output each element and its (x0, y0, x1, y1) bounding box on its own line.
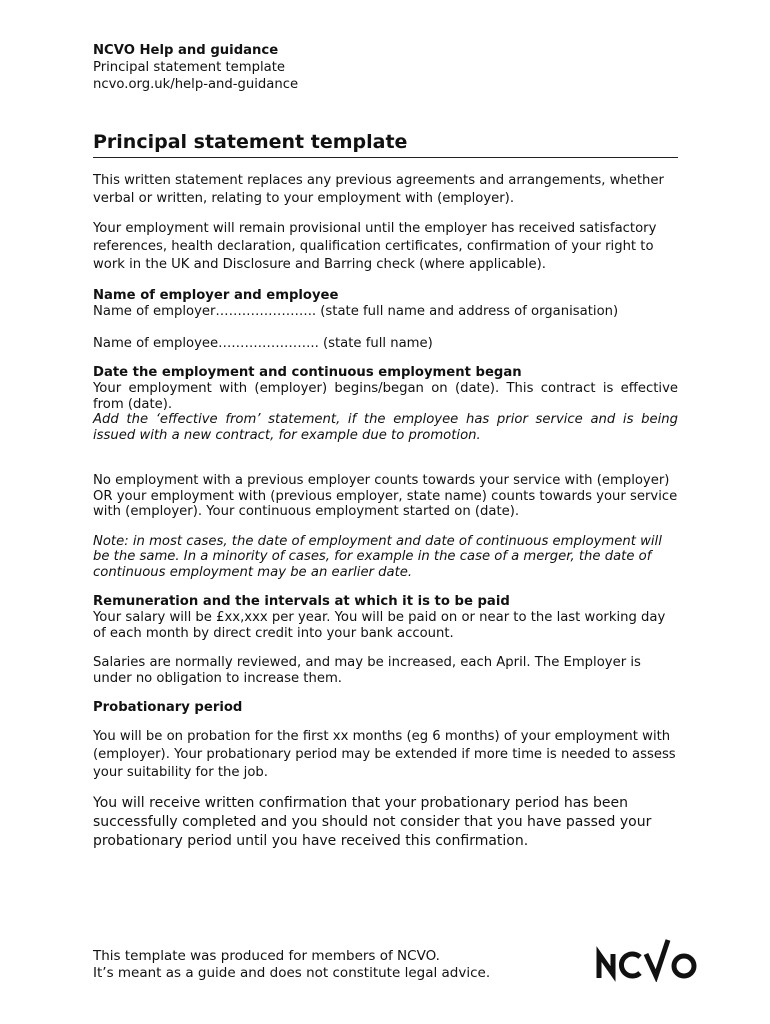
dates-note-2: Note: in most cases, the date of employment and date of continuous employment will be the same. In a minority of cases, for example in the case of a merger, the date of continuous employment may be an earlier date. (93, 533, 662, 580)
guidance-url[interactable]: ncvo.org.uk/help-and-guidance (93, 77, 299, 92)
probation-line-1: You will be on probation for the first xx months (eg 6 months) of your employment with (employer). Your probationary period may be extended if more time is needed to assess your suitability for the job. (93, 729, 676, 780)
org-title: NCVO Help and guidance (93, 43, 279, 58)
intro-paragraph-2: Your employment will remain provisional until the employer has received satisfactory references, health declaration, qualification certificates, confirmation of your right to work in the UK and Disclosure and Barring check (where applicable). (93, 221, 657, 272)
doc-subtitle: Principal statement template (93, 60, 286, 75)
document-title: Principal statement template (93, 130, 678, 158)
section-heading-pay: Remuneration and the intervals at which it is to be paid (93, 594, 510, 609)
footer-line-1: This template was produced for members of NCVO. (93, 948, 440, 964)
pay-line-1: Your salary will be £xx,xxx per year. You will be paid on or near to the last working day of each month by direct credit into your bank account. (93, 610, 666, 641)
probation-line-2: You will receive written confirmation that your probationary period has been successfully completed and you should not consider that you have passed your probationary period until you have received this confirmation. (93, 795, 652, 849)
dates-note: Add the ‘effective from’ statement, if the employee has prior service and is being issued with a new contract, for example due to promotion. (93, 412, 678, 443)
pay-line-2: Salaries are normally reviewed, and may be increased, each April. The Employer is under no obligation to increase them. (93, 655, 641, 686)
dates-line-1: Your employment with (employer) begins/began on (date). This contract is effective from (date). (93, 381, 678, 412)
document-page (93, 42, 678, 851)
footer (93, 948, 490, 982)
employer-name-line: Name of employer………………….. (state full name and address of organisation) (93, 304, 619, 319)
dates-option-1: No employment with a previous employer counts towards your service with (employer) (93, 473, 670, 488)
section-heading-probation: Probationary period (93, 700, 243, 715)
section-heading-names: Name of employer and employee (93, 288, 339, 303)
ncvo-logo (596, 936, 698, 982)
section-heading-dates: Date the employment and continuous employment began (93, 365, 522, 380)
intro-paragraph-1: This written statement replaces any previous agreements and arrangements, whether verbal or written, relating to your employment with (employer). (93, 173, 664, 206)
employee-name-line: Name of employee………………….. (state full name) (93, 335, 433, 351)
footer-line-2: It’s meant as a guide and does not constitute legal advice. (93, 965, 491, 981)
dates-option-2: OR your employment with (previous employer, state name) counts towards your service with (employer). Your continuous employment started on (date). (93, 488, 678, 519)
